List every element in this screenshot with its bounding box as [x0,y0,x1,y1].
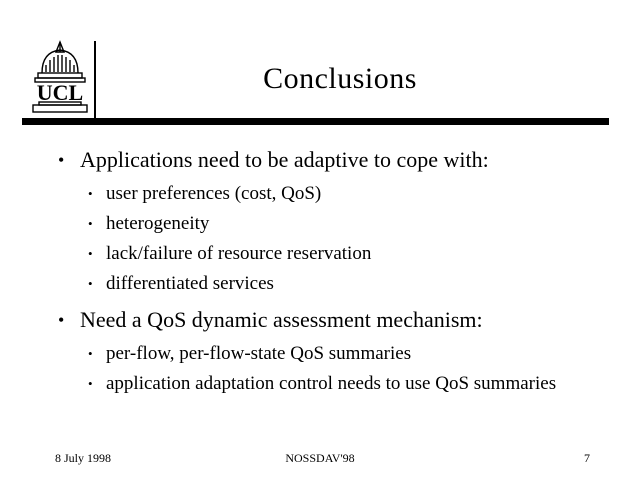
slide-title: Conclusions [263,62,417,95]
title-divider-bar [22,118,609,125]
sub-bullet-text: differentiated services [106,273,274,294]
sub-bullet-item [88,182,610,206]
bullet-marker: • [88,186,93,201]
sub-bullet-item [88,212,610,236]
bullet-marker: • [88,276,93,291]
bullet-marker: • [88,216,93,231]
bullet-item-2 [48,306,610,334]
sub-bullet-item [88,272,610,296]
bullet-marker: • [88,346,93,361]
sub-bullet-item [88,372,610,396]
bullet-item-1 [48,146,610,174]
bullet-text: Applications need to be adaptive to cope with: [80,147,489,172]
sub-bullet-text: per-flow, per-flow-state QoS summaries [106,343,412,364]
sub-bullet-group-2 [88,342,610,396]
footer-page-number: 7 [584,451,590,465]
slide-body [48,146,610,402]
footer-date: 8 July 1998 [55,451,112,465]
bullet-marker: • [88,246,93,261]
sub-bullet-item [88,342,610,366]
sub-bullet-text: user preferences (cost, QoS) [106,183,322,204]
sub-bullet-text: lack/failure of resource reservation [106,243,372,264]
ucl-logo-text: UCL [36,80,84,105]
bullet-text: Need a QoS dynamic assessment mechanism: [80,307,483,332]
sub-bullet-text: application adaptation control needs to use QoS summaries [106,373,557,394]
bullet-marker: • [58,310,65,330]
bullet-marker: • [58,150,65,170]
sub-bullet-text: heterogeneity [106,213,210,234]
sub-bullet-item [88,242,610,266]
bullet-marker: • [88,376,93,391]
sub-bullet-group-1 [88,182,610,296]
footer-event: NOSSDAV'98 [285,451,355,465]
